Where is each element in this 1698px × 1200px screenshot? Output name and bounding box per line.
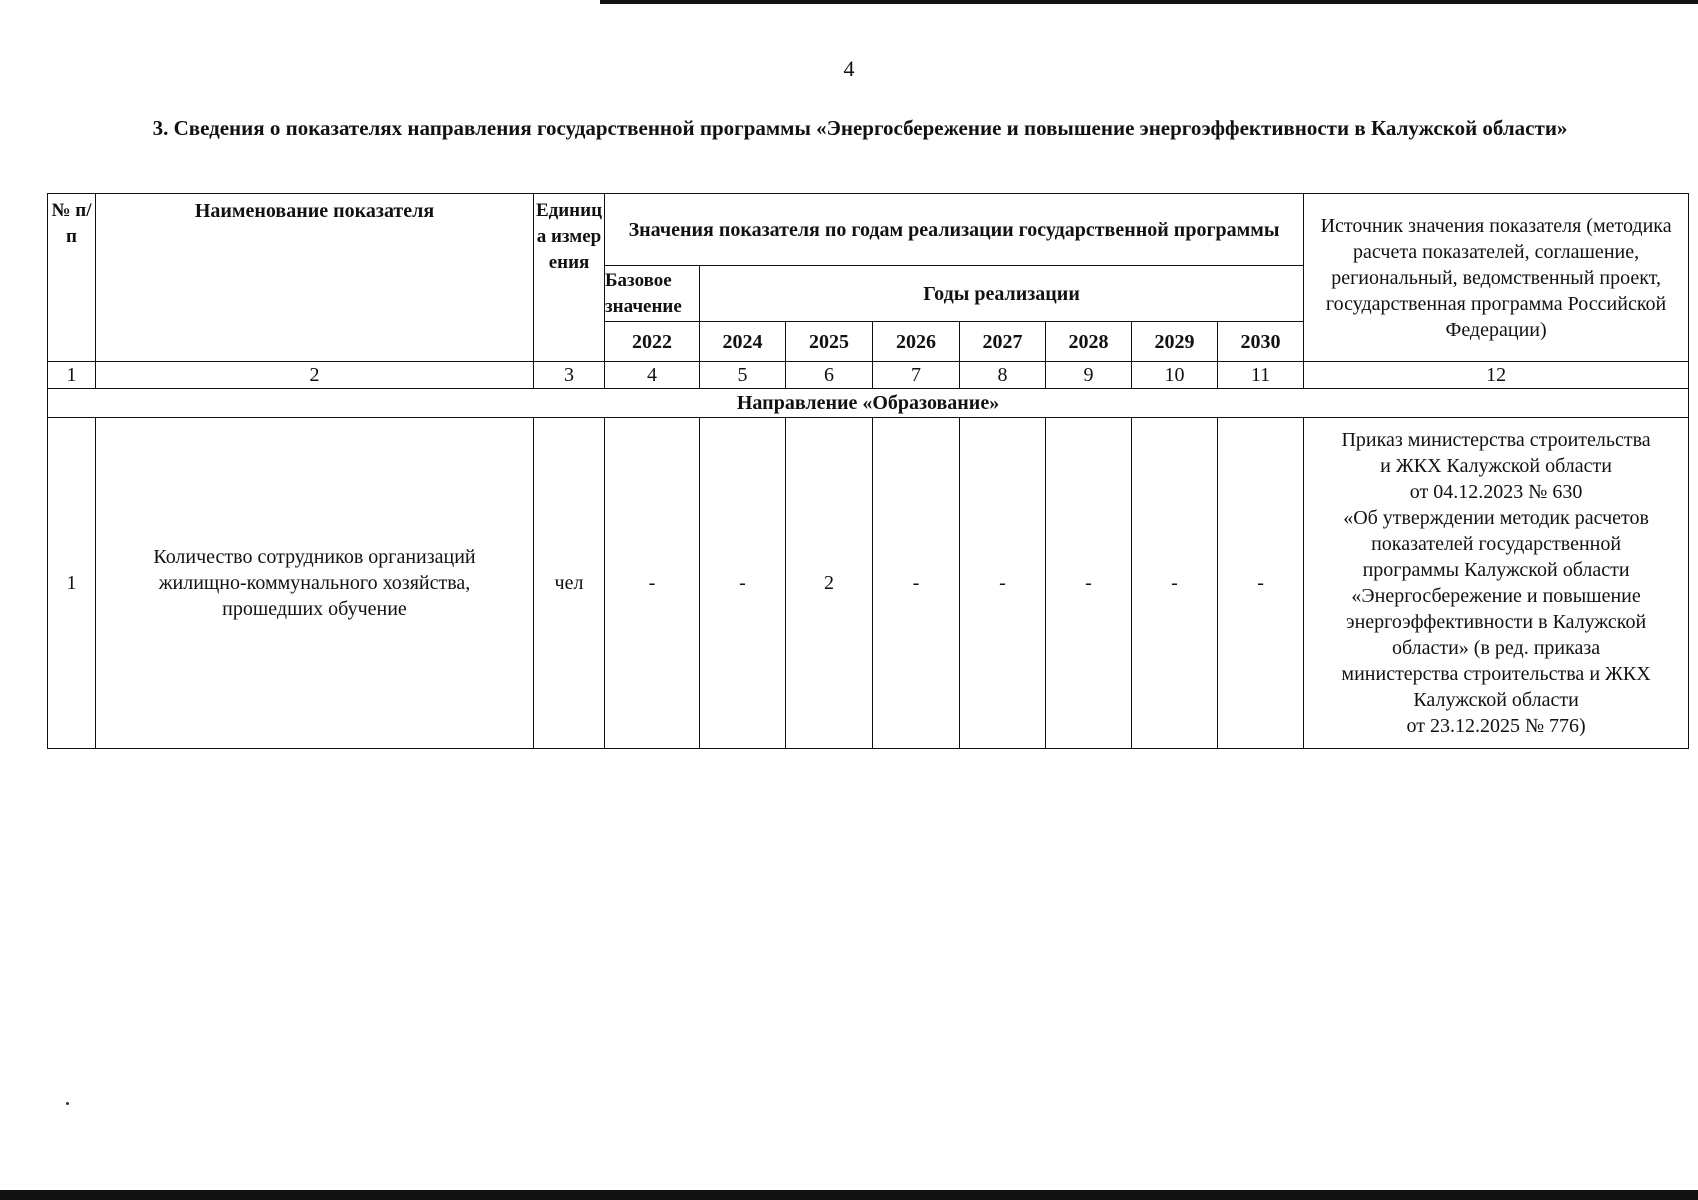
source-line: Калужской области xyxy=(1413,689,1579,711)
source-line: энергоэффективности в Калужской xyxy=(1346,611,1647,633)
source-line: области» (в ред. приказа xyxy=(1391,637,1601,659)
column-number: 11 xyxy=(1218,362,1304,389)
column-number: 9 xyxy=(1046,362,1132,389)
header-indicator-name: Наименование показателя xyxy=(96,194,534,362)
source-line: «Энергосбережение и повышение xyxy=(1351,585,1641,607)
source-line: Приказ министерства строительства xyxy=(1341,429,1651,451)
column-number: 2 xyxy=(96,362,534,389)
row-value-2028: - xyxy=(1046,418,1132,749)
row-unit: чел xyxy=(534,418,605,749)
header-year: 2029 xyxy=(1132,322,1218,362)
row-base-value: - xyxy=(605,418,700,749)
column-number: 8 xyxy=(960,362,1046,389)
column-number: 7 xyxy=(873,362,960,389)
column-number: 5 xyxy=(700,362,786,389)
column-number: 4 xyxy=(605,362,700,389)
column-number: 10 xyxy=(1132,362,1218,389)
header-year: 2026 xyxy=(873,322,960,362)
source-line: министерства строительства и ЖКХ xyxy=(1341,663,1651,685)
section-title: Направление «Образование» xyxy=(48,389,1689,418)
source-line: программы Калужской области xyxy=(1362,559,1630,581)
header-source: Источник значения показателя (методика расчета показателей, соглашение, региональный, ведомственный проект, государственная программа Российской Федерации) xyxy=(1304,194,1689,362)
column-number: 6 xyxy=(786,362,873,389)
scan-speck xyxy=(66,1102,69,1105)
source-line: «Об утверждении методик расчетов xyxy=(1343,507,1649,529)
row-value-2029: - xyxy=(1132,418,1218,749)
header-base-value: Базовое значение xyxy=(605,266,700,322)
column-number: 12 xyxy=(1304,362,1689,389)
column-number: 3 xyxy=(534,362,605,389)
header-values-group: Значения показателя по годам реализации государственной программы xyxy=(605,194,1304,266)
row-value-2024: - xyxy=(700,418,786,749)
header-year: 2027 xyxy=(960,322,1046,362)
row-value-2026: - xyxy=(873,418,960,749)
header-year-base: 2022 xyxy=(605,322,700,362)
column-number: 1 xyxy=(48,362,96,389)
document-title: 3. Сведения о показателях направления государственной программы «Энергосбережение и повышение энергоэффективности в Калужской области» xyxy=(152,116,1568,140)
row-value-2027: - xyxy=(960,418,1046,749)
row-source xyxy=(1304,418,1689,749)
column-number-row xyxy=(48,362,1689,389)
source-line: и ЖКХ Калужской области xyxy=(1380,455,1612,477)
indicators-table xyxy=(47,193,1689,749)
header-year: 2024 xyxy=(700,322,786,362)
header-num: № п/п xyxy=(48,194,96,362)
row-value-2025: 2 xyxy=(786,418,873,749)
source-line: показателей государственной xyxy=(1371,533,1622,555)
section-row xyxy=(48,389,1689,418)
source-line: от 04.12.2023 № 630 xyxy=(1409,481,1583,503)
top-border-rule xyxy=(600,0,1698,4)
row-num: 1 xyxy=(48,418,96,749)
row-value-2030: - xyxy=(1218,418,1304,749)
header-unit: Единица измерения xyxy=(534,194,605,362)
header-year: 2025 xyxy=(786,322,873,362)
page-number: 4 xyxy=(843,56,855,81)
header-year: 2030 xyxy=(1218,322,1304,362)
header-year: 2028 xyxy=(1046,322,1132,362)
table-row xyxy=(48,418,1689,749)
source-line: от 23.12.2025 № 776) xyxy=(1406,715,1586,737)
row-indicator-name: Количество сотрудников организаций жилищно-коммунального хозяйства, прошедших обучение xyxy=(96,418,534,749)
header-years-group: Годы реализации xyxy=(700,266,1304,322)
bottom-border-rule xyxy=(0,1190,1698,1200)
